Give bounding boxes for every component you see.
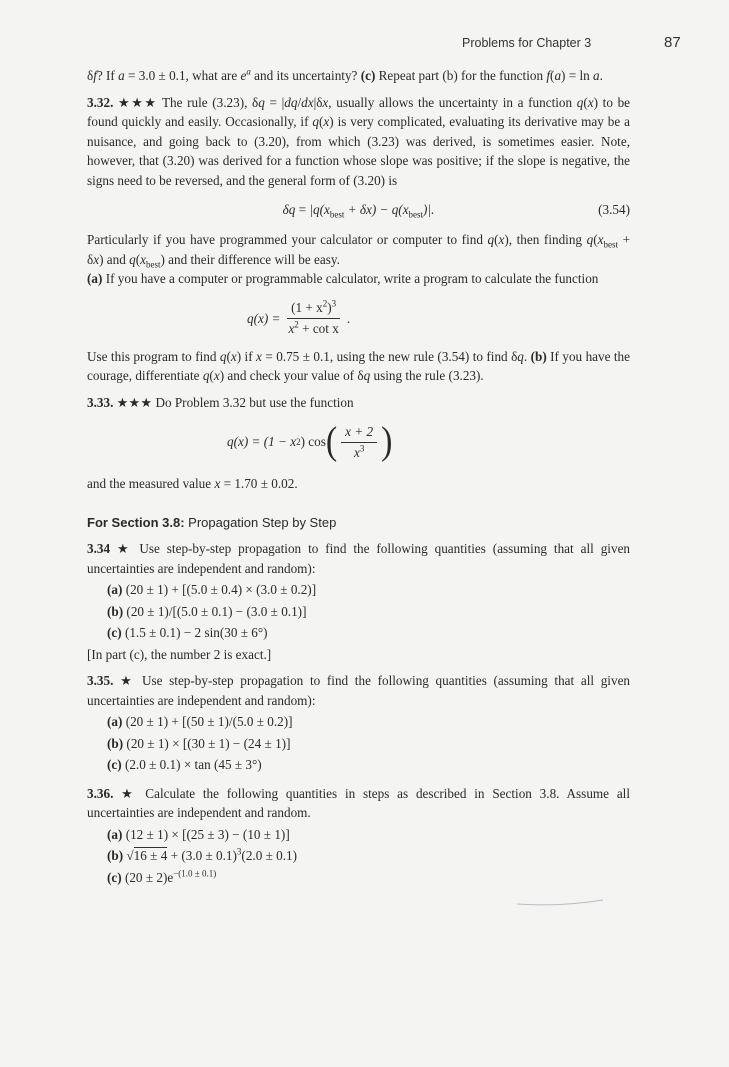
paren: ( bbox=[325, 420, 338, 463]
part-label: (c) bbox=[107, 625, 122, 640]
text: ( bbox=[550, 68, 555, 83]
difficulty-stars: ★ bbox=[117, 541, 133, 556]
fraction bbox=[341, 423, 377, 462]
text: 2 bbox=[322, 298, 328, 309]
problem-number: 3.34 bbox=[87, 541, 111, 556]
text: q bbox=[219, 348, 227, 364]
text: Use step-by-step propagation to find the following quantities (assuming that all given uncertainties are independent and random): bbox=[87, 541, 631, 576]
text: x bbox=[498, 232, 505, 247]
function-equation: q(x) = (1 − x 2 ) cos ( $\frac{x + 2}{x^3}$ ) bbox=[227, 420, 393, 463]
text: q bbox=[202, 368, 210, 383]
problem-3-33 bbox=[87, 393, 630, 413]
text: + δ bbox=[87, 232, 631, 267]
text: . bbox=[346, 310, 351, 326]
part-label: (b) bbox=[107, 603, 124, 619]
section-label: For Section 3.8: bbox=[87, 514, 185, 530]
text: q bbox=[586, 232, 594, 247]
problem-number: 3.35. bbox=[87, 673, 114, 688]
difficulty-stars: ★★★ bbox=[118, 94, 158, 110]
text: x bbox=[587, 94, 594, 110]
fraction bbox=[284, 299, 342, 338]
text: ( bbox=[593, 232, 598, 247]
text: Do Problem 3.32 but use the function bbox=[152, 394, 354, 410]
text: )|. bbox=[423, 202, 435, 217]
text: Particularly if you have programmed your calculator or computer to find bbox=[87, 232, 488, 247]
text: x bbox=[93, 251, 100, 267]
text: ) and check your value of δ bbox=[219, 368, 364, 383]
text: ( bbox=[209, 368, 214, 383]
text: Calculate the following quantities in steps as described in Section 3.8. Assume all uncertainties are independent and random. bbox=[87, 785, 630, 820]
text: dx bbox=[301, 94, 314, 110]
text: x bbox=[140, 251, 146, 267]
section-title: Propagation Step by Step bbox=[184, 514, 337, 530]
text: ) is very complicated, evaluating its derivative may be a nuisance, and going back to (3.20), from which (3.23) was derived, is sometimes easier. Note, however, that (3.20) was derived for a function whose slope was positive; if the slope is negative, the signs need to be reversed, and the general form of (3.20) is bbox=[87, 114, 630, 188]
text: q(x) = (1 − x bbox=[227, 434, 297, 450]
text: 2 bbox=[294, 319, 299, 330]
text: |δ bbox=[313, 94, 323, 110]
list-item bbox=[87, 755, 630, 775]
text: ) if bbox=[236, 348, 257, 364]
text: q bbox=[363, 368, 371, 383]
text: / bbox=[297, 94, 302, 110]
text: + (3.0 ± 0.1) bbox=[167, 848, 237, 863]
part-label: (a) bbox=[107, 582, 123, 597]
part-label: (a) bbox=[87, 271, 103, 286]
text: (12 ± 1) × [(25 ± 3) − (10 ± 1)] bbox=[122, 826, 290, 842]
text: , usually allows the uncertainty in a function bbox=[328, 94, 577, 110]
text: = 1.70 ± 0.02. bbox=[220, 476, 298, 491]
text: x bbox=[323, 114, 330, 129]
difficulty-stars: ★ bbox=[121, 785, 138, 801]
text: ? If bbox=[96, 68, 119, 83]
note: [In part (c), the number 2 is exact.] bbox=[87, 646, 272, 662]
pencil-underline bbox=[515, 899, 605, 907]
text: ( bbox=[135, 251, 141, 267]
difficulty-stars: ★★★ bbox=[116, 394, 153, 410]
text: Use this program to find bbox=[87, 348, 220, 364]
text: using the rule (3.23). bbox=[370, 368, 484, 383]
text: best bbox=[145, 259, 161, 270]
text: ) bbox=[327, 300, 332, 315]
text: (20 ± 1) + [(5.0 ± 0.4) × (3.0 ± 0.2)] bbox=[122, 582, 317, 597]
text: x bbox=[256, 348, 262, 364]
part-label: (b) bbox=[530, 348, 547, 364]
text: (20 ± 1) + [(50 ± 1)/(5.0 ± 0.2)] bbox=[122, 714, 293, 729]
text: ( bbox=[319, 114, 324, 129]
text: −(1.0 ± 0.1) bbox=[173, 868, 217, 879]
equation-3-54 bbox=[87, 196, 630, 224]
problem-3-32 bbox=[87, 93, 630, 191]
text: f bbox=[546, 68, 551, 83]
text: x bbox=[597, 232, 604, 247]
text: x bbox=[353, 444, 360, 460]
list-item bbox=[87, 712, 630, 732]
list-item bbox=[87, 602, 630, 622]
text: dq bbox=[284, 94, 298, 110]
text: x bbox=[214, 476, 221, 491]
text: ( bbox=[494, 232, 499, 247]
problem-3-35 bbox=[87, 671, 630, 710]
text: . bbox=[523, 348, 531, 364]
part-label: (a) bbox=[107, 826, 123, 842]
text: q bbox=[487, 232, 495, 247]
text: q bbox=[258, 94, 265, 110]
text: x + 2 bbox=[345, 423, 374, 439]
list-item bbox=[87, 623, 630, 643]
part-label: (c) bbox=[107, 869, 122, 885]
text: |q(x bbox=[309, 202, 330, 217]
paragraph bbox=[87, 230, 630, 269]
text: + cot x bbox=[298, 321, 339, 336]
text: a bbox=[593, 68, 600, 83]
text: q bbox=[312, 114, 319, 129]
sqrt-sign: √ bbox=[126, 848, 134, 863]
difficulty-stars: ★ bbox=[120, 673, 136, 688]
text: (20 ± 2)e bbox=[121, 869, 174, 885]
text: 3 bbox=[331, 298, 337, 309]
text: and its uncertainty? bbox=[250, 68, 361, 83]
text: 3 bbox=[236, 846, 242, 857]
list-item bbox=[87, 580, 630, 600]
page-number: 87 bbox=[664, 34, 681, 51]
text: ) cos bbox=[300, 434, 326, 450]
section-heading bbox=[87, 513, 630, 533]
list-item bbox=[87, 825, 630, 845]
list-item bbox=[87, 846, 630, 866]
text: (c) bbox=[360, 68, 376, 83]
text: = bbox=[295, 202, 310, 217]
part-label: (b) bbox=[107, 848, 124, 863]
text: ) = ln bbox=[561, 68, 594, 83]
text: = 0.75 ± 0.1, using the new rule (3.54) to find δ bbox=[261, 348, 518, 364]
intro-paragraph bbox=[87, 66, 630, 86]
text: (1.5 ± 0.1) − 2 sin(30 ± 6°) bbox=[121, 625, 268, 640]
text: a bbox=[118, 68, 125, 83]
text: ) to be found quickly and easily. Occasionally, if bbox=[87, 94, 631, 129]
text: q bbox=[517, 348, 524, 364]
radicand: 16 ± 4 bbox=[133, 848, 168, 863]
part-label: (a) bbox=[107, 714, 123, 729]
text: q(x) = bbox=[247, 310, 281, 326]
text: q bbox=[129, 251, 136, 267]
text: ( bbox=[226, 348, 231, 364]
text: If you have the courage, differentiate bbox=[87, 348, 631, 383]
problem-3-36 bbox=[87, 784, 630, 823]
text: x bbox=[322, 94, 329, 110]
text: and the measured value bbox=[87, 476, 215, 491]
problem-number: 3.33. bbox=[87, 394, 114, 410]
text: (1 + x bbox=[291, 300, 323, 315]
paragraph bbox=[87, 347, 630, 386]
text: The rule (3.23), δ bbox=[157, 94, 259, 110]
text: a bbox=[554, 68, 562, 83]
text: e bbox=[240, 68, 247, 83]
paragraph bbox=[87, 269, 630, 289]
text: δ bbox=[87, 68, 94, 83]
equation-number: (3.54) bbox=[598, 202, 630, 217]
text: ) and their difference will be easy. bbox=[160, 251, 340, 267]
part-label: (b) bbox=[107, 735, 124, 751]
text: best bbox=[603, 239, 618, 250]
paren: ) bbox=[381, 420, 393, 463]
list-item bbox=[87, 868, 630, 888]
text: + δx) − q(x bbox=[344, 202, 409, 217]
problem-3-34 bbox=[87, 539, 630, 578]
text: (20 ± 1)/[(5.0 ± 0.1) − (3.0 ± 0.1)] bbox=[123, 603, 307, 619]
page-header bbox=[0, 34, 729, 54]
text: (20 ± 1) × [(30 ± 1) − (24 ± 1)] bbox=[123, 735, 291, 751]
text: x bbox=[288, 321, 295, 336]
text: (2.0 ± 0.1) bbox=[241, 848, 298, 863]
text: 3 bbox=[359, 443, 365, 454]
text: x bbox=[230, 348, 237, 364]
text: δq bbox=[282, 202, 296, 217]
text: q bbox=[576, 94, 584, 110]
text: ( bbox=[583, 94, 588, 110]
text: (2.0 ± 0.1) × tan (45 ± 3°) bbox=[121, 757, 262, 772]
running-title: Problems for Chapter 3 bbox=[462, 36, 592, 50]
text: If you have a computer or programmable calculator, write a program to calculate the function bbox=[102, 271, 599, 286]
problem-number: 3.32. bbox=[87, 94, 114, 110]
text: ), then finding bbox=[504, 232, 587, 247]
text: Use step-by-step propagation to find the following quantities (assuming that all given uncertainties are independent and random): bbox=[87, 673, 631, 708]
text: f bbox=[93, 68, 97, 83]
text: best bbox=[408, 209, 424, 220]
function-equation bbox=[87, 293, 630, 345]
text: Repeat part (b) for the function bbox=[375, 68, 547, 83]
list-item bbox=[87, 734, 630, 754]
text: = 3.0 ± 0.1, what are bbox=[124, 68, 241, 83]
part-label: (c) bbox=[107, 757, 122, 772]
text: = | bbox=[264, 94, 285, 110]
text: ) and bbox=[99, 251, 130, 267]
text: best bbox=[329, 209, 345, 220]
text: a bbox=[246, 66, 251, 77]
paragraph bbox=[87, 474, 630, 494]
page-body bbox=[87, 66, 630, 889]
text: . bbox=[599, 68, 603, 83]
text: x bbox=[213, 368, 220, 383]
problem-number: 3.36. bbox=[87, 785, 114, 801]
